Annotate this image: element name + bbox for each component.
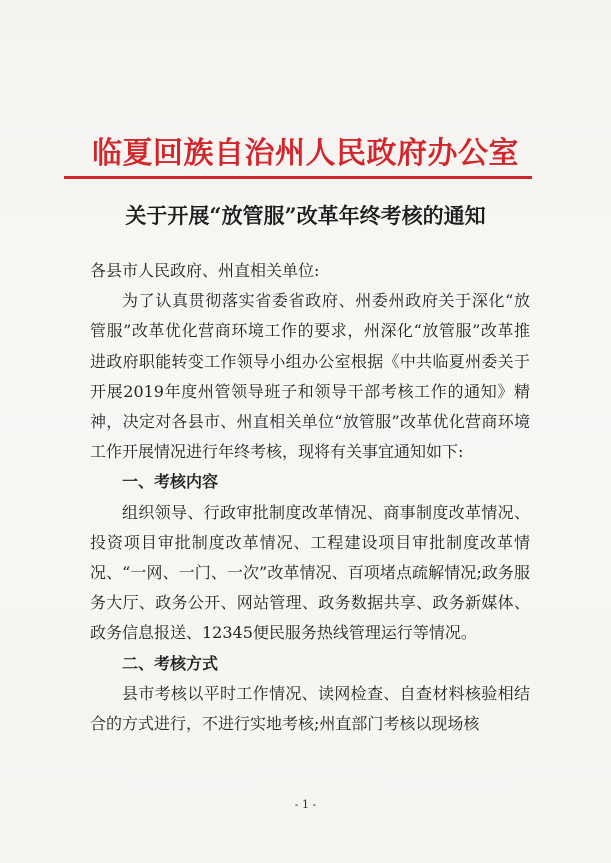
salutation: 各县市人民政府、州直相关单位:: [90, 261, 320, 280]
issuing-office-title: 临夏回族自治州人民政府办公室: [92, 136, 519, 171]
section-heading-content: 一、考核内容: [122, 472, 219, 492]
section-content-paragraph: 组织领导、行政审批制度改革情况、商事制度改革情况、投资项目审批制度改革情况、工程建设项目审批制度改革情况、“一网、一门、一次”改革情况、百项堵点疏解情况;政务服务大厅、政务公开、网站管理、政务数据共享、政务新媒体、政务信息报送、12345便民服务热线管理运行等情况。: [90, 502, 530, 643]
notice-title: 关于开展“放管服”改革年终考核的通知: [125, 203, 486, 228]
section-method-paragraph: 县市考核以平时工作情况、读网检查、自查材料核验相结合的方式进行，不进行实地考核;州直部门考核以现场核: [90, 683, 530, 734]
red-header-rule: [64, 176, 532, 179]
page-number: - 1 -: [294, 798, 317, 811]
intro-paragraph: 为了认真贯彻落实省委省政府、州委州政府关于深化“放管服”改革优化营商环境工作的要求，州深化“放管服”改革推进政府职能转变工作领导小组办公室根据《中共临夏州委关于开展2019年度州管领导班子和领导干部考核工作的通知》精神，决定对各县市、州直相关单位“放管服”改革优化营商环境工作开展情况进行年终考核，现将有关事宜通知如下:: [90, 291, 530, 462]
section-heading-method: 二、考核方式: [122, 653, 219, 673]
document-body: [90, 256, 530, 739]
